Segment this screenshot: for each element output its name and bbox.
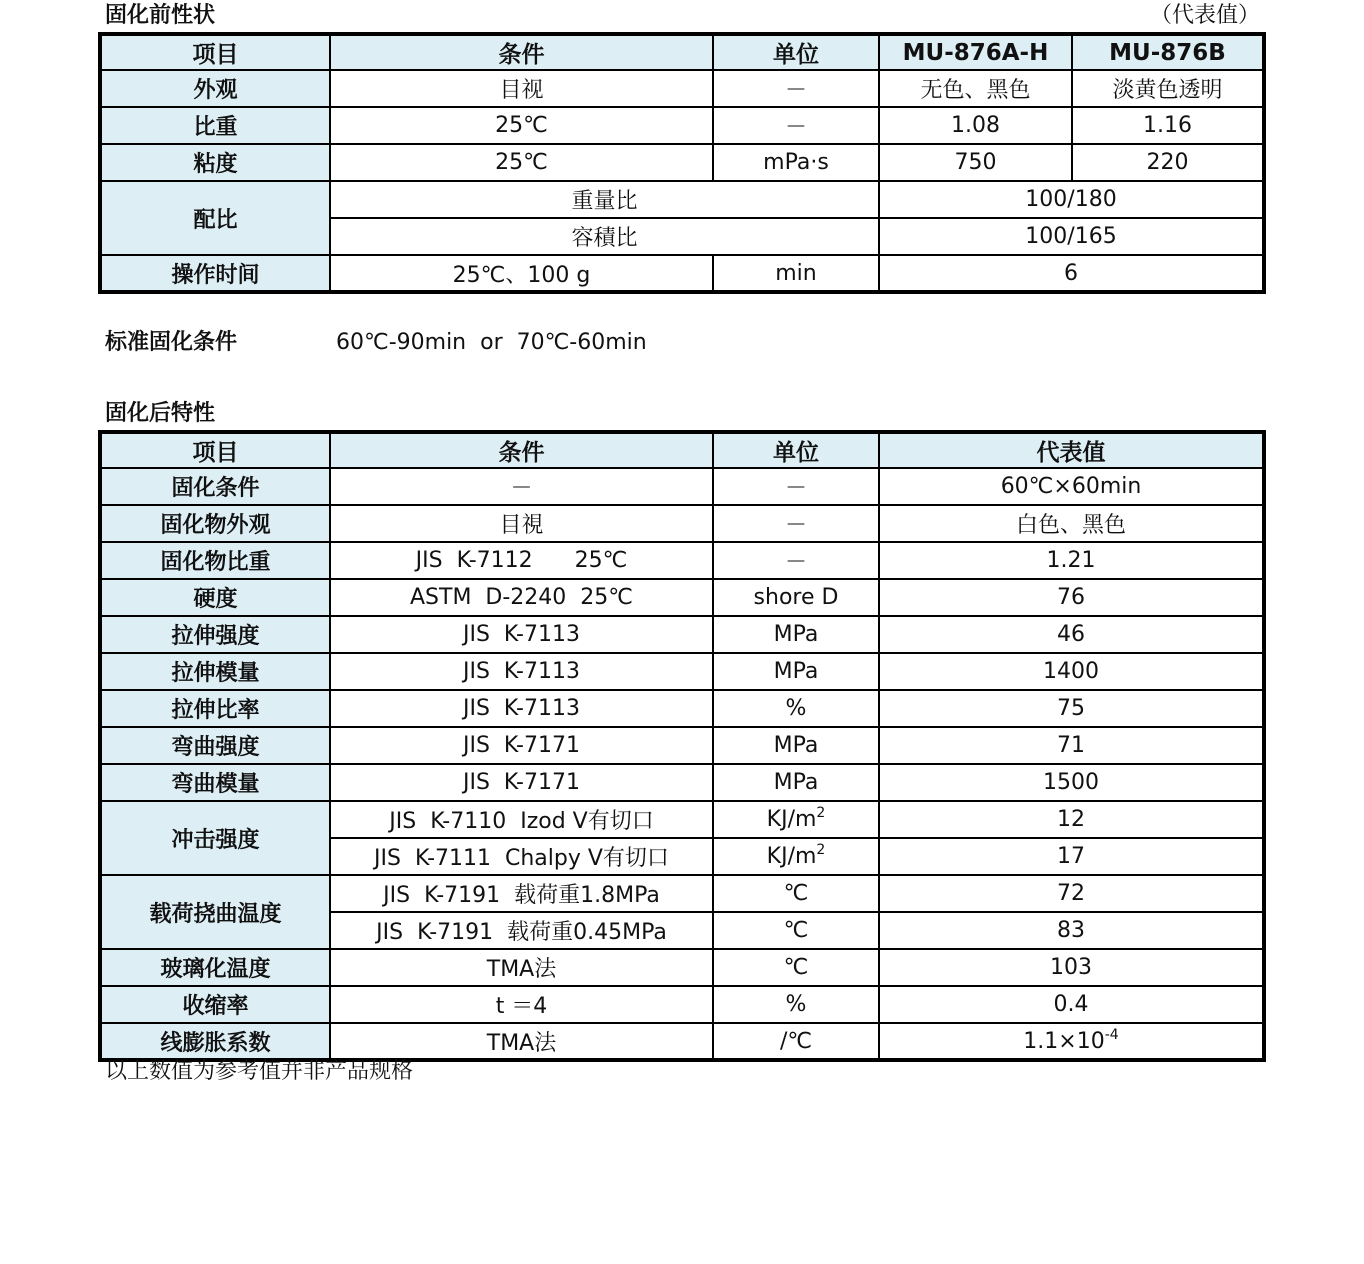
header-condition: 条件 xyxy=(330,34,713,70)
row-label: 拉伸模量 xyxy=(100,653,330,690)
row-condition: 25℃、100 g xyxy=(330,255,713,292)
row-condition: JIS K-7171 xyxy=(330,764,713,801)
row-value: 17 xyxy=(879,838,1264,875)
row-value: 46 xyxy=(879,616,1264,653)
row-condition: ASTM D-2240 25℃ xyxy=(330,579,713,616)
row-label: 固化物外观 xyxy=(100,505,330,542)
row-value-b: 220 xyxy=(1072,144,1264,181)
row-value-a: 1.08 xyxy=(879,107,1072,144)
ratio-value: 100/165 xyxy=(879,218,1264,255)
row-condition: t ＝4 xyxy=(330,986,713,1023)
header-product-b: MU-876B xyxy=(1072,34,1264,70)
row-value: 1.21 xyxy=(879,542,1264,579)
row-label: 硬度 xyxy=(100,579,330,616)
row-value: 71 xyxy=(879,727,1264,764)
pre-cure-title: 固化前性状 xyxy=(105,3,216,28)
row-unit: MPa xyxy=(713,764,879,801)
row-value: 72 xyxy=(879,875,1264,912)
unit-base: KJ/m xyxy=(766,807,817,832)
row-unit xyxy=(713,801,879,838)
value-exponent: -4 xyxy=(1104,1026,1119,1043)
ratio-label: 配比 xyxy=(100,181,330,255)
unit-exponent: 2 xyxy=(816,842,826,858)
header-unit: 单位 xyxy=(713,432,879,468)
row-unit: － xyxy=(713,70,879,107)
row-condition: TMA法 xyxy=(330,1023,713,1060)
row-value: 103 xyxy=(879,949,1264,986)
row-value: 1500 xyxy=(879,764,1264,801)
row-unit: % xyxy=(713,690,879,727)
table-row xyxy=(100,764,1264,801)
row-label: 玻璃化温度 xyxy=(100,949,330,986)
row-unit: % xyxy=(713,986,879,1023)
row-unit: ℃ xyxy=(713,912,879,949)
row-unit: － xyxy=(713,542,879,579)
row-value: 白色、黑色 xyxy=(879,505,1264,542)
row-label: 拉伸比率 xyxy=(100,690,330,727)
row-value-b: 1.16 xyxy=(1072,107,1264,144)
ratio-value: 100/180 xyxy=(879,181,1264,218)
row-condition: 25℃ xyxy=(330,144,713,181)
row-condition: 25℃ xyxy=(330,107,713,144)
row-condition: JIS K-7191 载荷重1.8MPa xyxy=(330,875,713,912)
row-value: 76 xyxy=(879,579,1264,616)
row-value-a: 750 xyxy=(879,144,1072,181)
row-value: 12 xyxy=(879,801,1264,838)
hdt-label: 载荷挠曲温度 xyxy=(100,875,330,949)
row-label: 固化物比重 xyxy=(100,542,330,579)
row-value-b: 淡黄色透明 xyxy=(1072,70,1264,107)
pre-cure-table xyxy=(98,32,1266,294)
row-unit: ℃ xyxy=(713,949,879,986)
row-label: 拉伸强度 xyxy=(100,616,330,653)
table-row xyxy=(100,653,1264,690)
row-condition: 目视 xyxy=(330,70,713,107)
table-row xyxy=(100,949,1264,986)
table-row xyxy=(100,107,1264,144)
row-unit: ℃ xyxy=(713,875,879,912)
row-label: 收缩率 xyxy=(100,986,330,1023)
row-unit: MPa xyxy=(713,727,879,764)
row-condition: JIS K-7110 Izod V有切口 xyxy=(330,801,713,838)
table-row xyxy=(100,875,1264,912)
table-row xyxy=(100,801,1264,838)
row-label: 外观 xyxy=(100,70,330,107)
representative-value-note: （代表值） xyxy=(1150,3,1261,28)
row-unit: － xyxy=(713,468,879,505)
row-label: 操作时间 xyxy=(100,255,330,292)
footer-note: 以上数值为参考值并非产品规格 xyxy=(105,1059,414,1084)
row-value: 6 xyxy=(879,255,1264,292)
table-row xyxy=(100,255,1264,292)
row-condition: JIS K-7112 25℃ xyxy=(330,542,713,579)
row-unit: － xyxy=(713,505,879,542)
header-item: 项目 xyxy=(100,432,330,468)
header-product-a: MU-876A-H xyxy=(879,34,1072,70)
table-row xyxy=(100,986,1264,1023)
row-condition: 目視 xyxy=(330,505,713,542)
row-unit: shore D xyxy=(713,579,879,616)
unit-exponent: 2 xyxy=(816,805,826,821)
row-value: 1400 xyxy=(879,653,1264,690)
row-condition: JIS K-7111 Chalpy V有切口 xyxy=(330,838,713,875)
table-row xyxy=(100,144,1264,181)
table-header-row xyxy=(100,34,1264,70)
row-condition: JIS K-7191 载荷重0.45MPa xyxy=(330,912,713,949)
value-base: 1.1×10 xyxy=(1023,1028,1105,1054)
row-unit xyxy=(713,838,879,875)
table-row xyxy=(100,505,1264,542)
row-unit: MPa xyxy=(713,653,879,690)
row-label: 弯曲强度 xyxy=(100,727,330,764)
row-value: 60℃×60min xyxy=(879,468,1264,505)
post-cure-table xyxy=(98,430,1266,1062)
row-unit: MPa xyxy=(713,616,879,653)
header-unit: 单位 xyxy=(713,34,879,70)
standard-cure-label: 标准固化条件 xyxy=(105,330,238,355)
row-label: 弯曲模量 xyxy=(100,764,330,801)
row-value-a: 无色、黑色 xyxy=(879,70,1072,107)
row-unit: /℃ xyxy=(713,1023,879,1060)
row-label: 粘度 xyxy=(100,144,330,181)
post-cure-title: 固化后特性 xyxy=(105,401,216,426)
table-row xyxy=(100,579,1264,616)
row-condition: TMA法 xyxy=(330,949,713,986)
table-row xyxy=(100,690,1264,727)
row-unit: min xyxy=(713,255,879,292)
table-row xyxy=(100,542,1264,579)
table-row xyxy=(100,468,1264,505)
table-header-row xyxy=(100,432,1264,468)
table-row xyxy=(100,727,1264,764)
row-condition: JIS K-7113 xyxy=(330,653,713,690)
row-value xyxy=(879,1023,1264,1060)
row-value: 0.4 xyxy=(879,986,1264,1023)
unit-base: KJ/m xyxy=(766,844,817,869)
row-label: 比重 xyxy=(100,107,330,144)
ratio-condition: 容積比 xyxy=(330,218,879,255)
row-unit: mPa·s xyxy=(713,144,879,181)
ratio-condition: 重量比 xyxy=(330,181,879,218)
row-value: 83 xyxy=(879,912,1264,949)
row-condition: JIS K-7113 xyxy=(330,616,713,653)
table-row xyxy=(100,616,1264,653)
row-condition: － xyxy=(330,468,713,505)
table-row xyxy=(100,70,1264,107)
header-condition: 条件 xyxy=(330,432,713,468)
row-unit: － xyxy=(713,107,879,144)
row-condition: JIS K-7171 xyxy=(330,727,713,764)
table-row xyxy=(100,1023,1264,1060)
header-item: 项目 xyxy=(100,34,330,70)
header-value: 代表值 xyxy=(879,432,1264,468)
row-condition: JIS K-7113 xyxy=(330,690,713,727)
table-row xyxy=(100,181,1264,218)
standard-cure-value: 60℃-90min or 70℃-60min xyxy=(336,330,647,355)
row-label: 线膨胀系数 xyxy=(100,1023,330,1060)
impact-label: 冲击强度 xyxy=(100,801,330,875)
row-label: 固化条件 xyxy=(100,468,330,505)
row-value: 75 xyxy=(879,690,1264,727)
